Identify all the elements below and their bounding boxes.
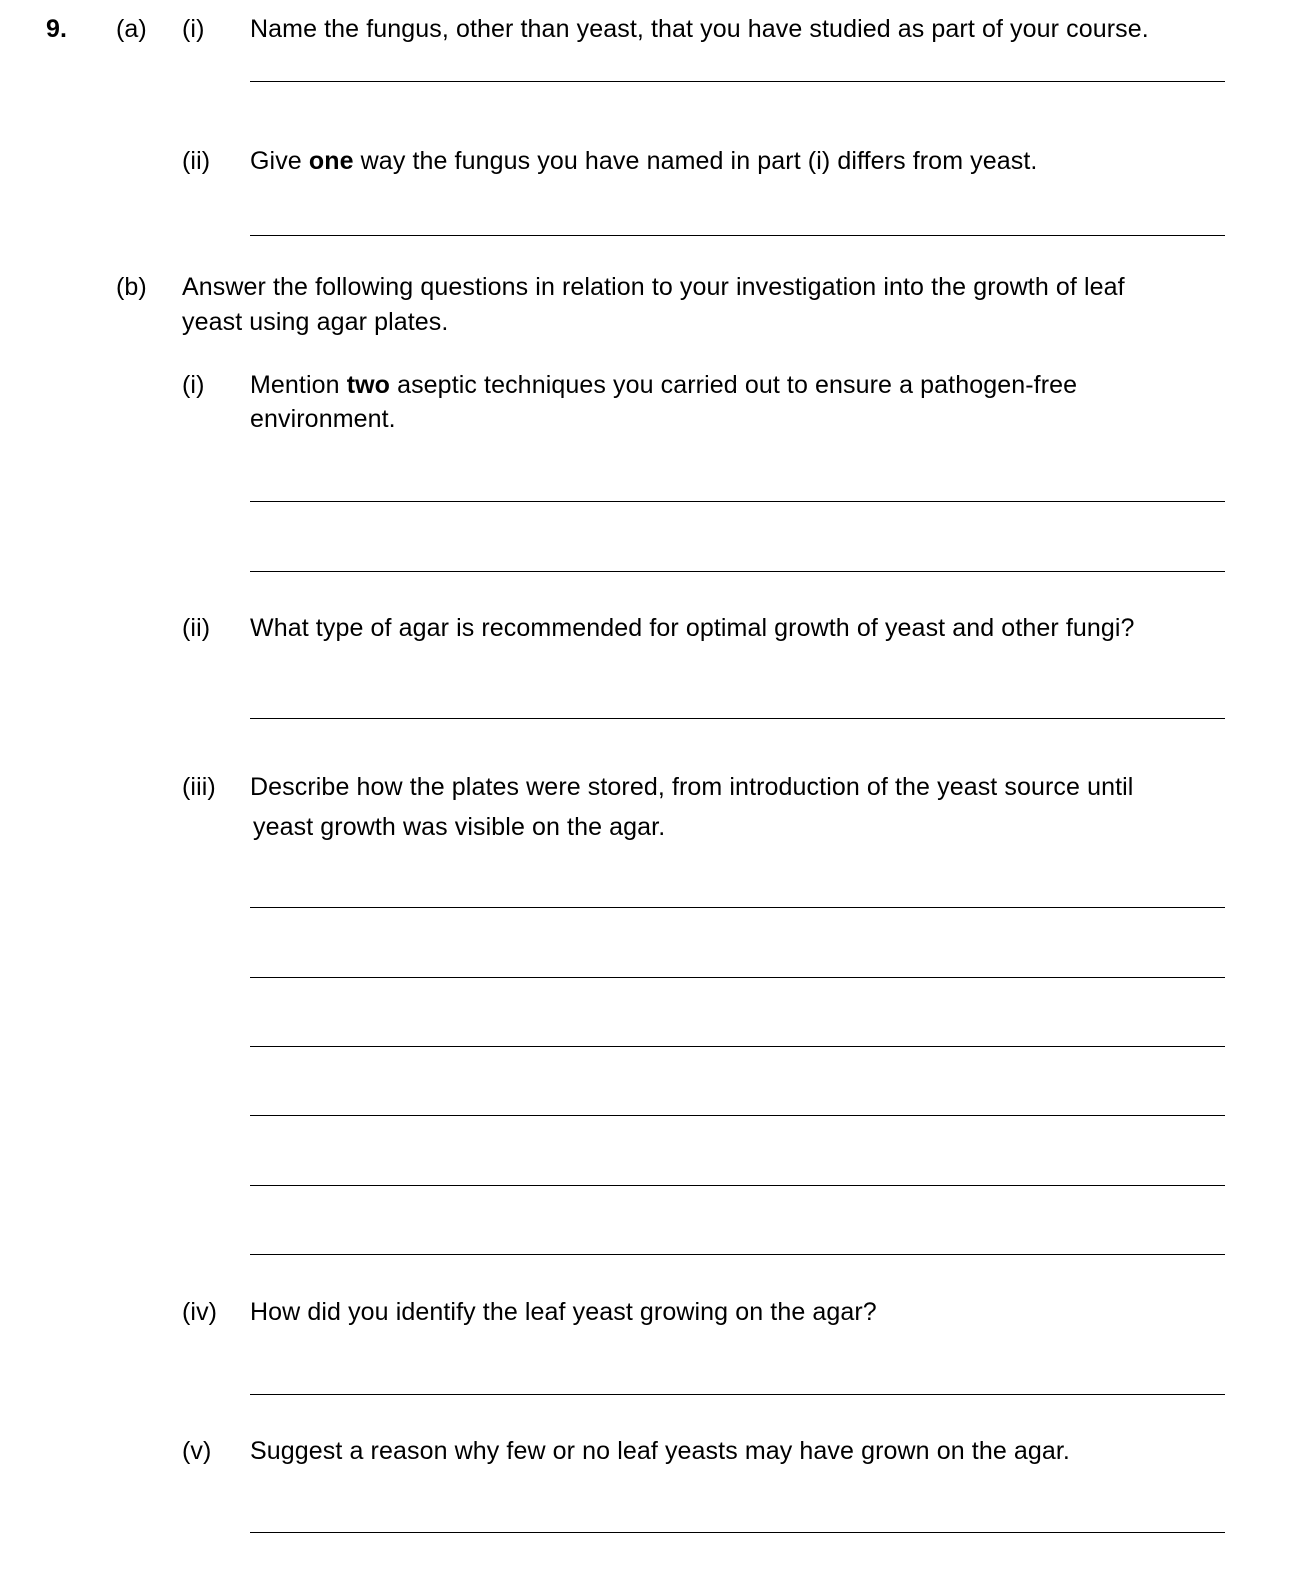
part-b-iii-question-line2: yeast growth was visible on the agar. <box>253 813 666 841</box>
answer-line-b-v[interactable] <box>250 1532 1225 1533</box>
answer-line-a-ii[interactable] <box>250 235 1225 236</box>
part-b-iv-question: How did you identify the leaf yeast growing on the agar? <box>250 1298 877 1326</box>
part-b-iii-question-line1: Describe how the plates were stored, from introduction of the yeast source until <box>250 773 1134 801</box>
part-a-ii-question: Give one way the fungus you have named in part (i) differs from yeast. <box>250 147 1038 175</box>
part-a-i-question: Name the fungus, other than yeast, that you have studied as part of your course. <box>250 15 1149 43</box>
answer-line-b-iv[interactable] <box>250 1394 1225 1395</box>
part-b-label: (b) <box>116 273 147 301</box>
answer-line-b-iii-3[interactable] <box>250 1046 1225 1047</box>
part-b-ii-question: What type of agar is recommended for optimal growth of yeast and other fungi? <box>250 614 1135 642</box>
part-b-i-question-line1: Mention two aseptic techniques you carried out to ensure a pathogen-free <box>250 371 1078 399</box>
answer-line-b-ii[interactable] <box>250 718 1225 719</box>
emphasis-two: two <box>346 371 391 399</box>
part-b-iii-label: (iii) <box>182 773 216 801</box>
answer-line-b-i-1[interactable] <box>250 501 1225 502</box>
question-number: 9. <box>46 15 68 43</box>
part-a-i-label: (i) <box>182 15 205 43</box>
part-b-ii-label: (ii) <box>182 614 211 642</box>
part-b-i-question-line2: environment. <box>250 405 396 433</box>
answer-line-b-i-2[interactable] <box>250 571 1225 572</box>
part-b-v-question: Suggest a reason why few or no leaf yeasts may have grown on the agar. <box>250 1437 1070 1465</box>
part-b-i-label: (i) <box>182 371 205 399</box>
part-b-v-label: (v) <box>182 1437 212 1465</box>
emphasis-one: one <box>308 147 354 175</box>
part-b-iv-label: (iv) <box>182 1298 218 1326</box>
part-a-ii-label: (ii) <box>182 147 211 175</box>
answer-line-b-iii-6[interactable] <box>250 1254 1225 1255</box>
answer-line-b-iii-5[interactable] <box>250 1185 1225 1186</box>
answer-line-b-iii-1[interactable] <box>250 907 1225 908</box>
answer-line-b-iii-4[interactable] <box>250 1115 1225 1116</box>
answer-line-a-i[interactable] <box>250 81 1225 82</box>
part-a-label: (a) <box>116 15 147 43</box>
part-b-intro-line2: yeast using agar plates. <box>182 308 449 336</box>
part-b-intro-line1: Answer the following questions in relation to your investigation into the growth of leaf <box>182 273 1125 301</box>
answer-line-b-iii-2[interactable] <box>250 977 1225 978</box>
